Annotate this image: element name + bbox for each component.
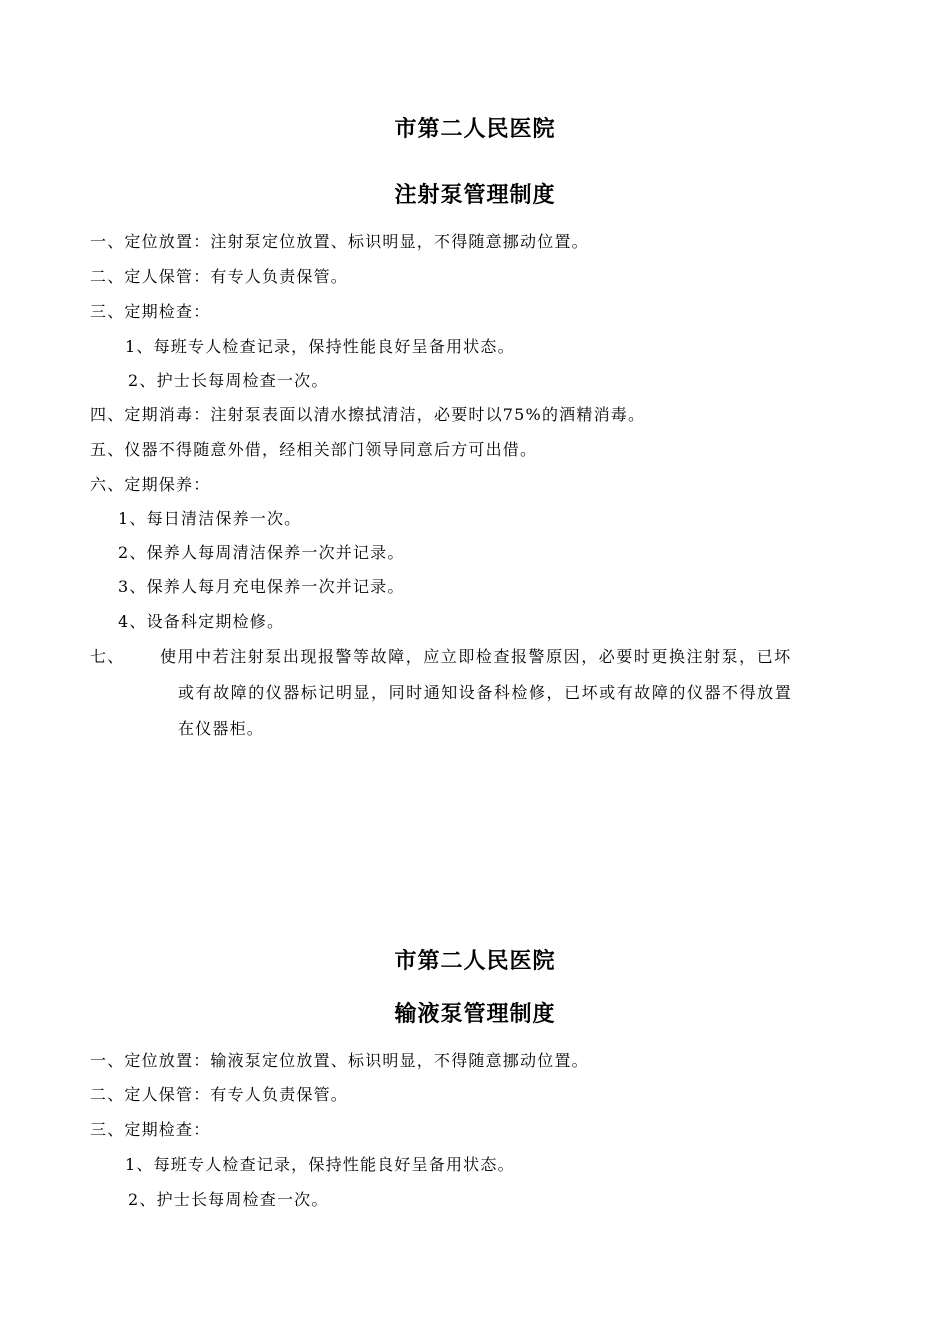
- rule-subitem-6-3: 3、保养人每月充电保养一次并记录。: [118, 577, 405, 596]
- rule-item-7-number: 七、: [90, 647, 125, 666]
- rule2-item-3: 三、定期检查：: [90, 1120, 211, 1139]
- rule2-subitem-3-1: 1、每班专人检查记录，保持性能良好呈备用状态。: [125, 1155, 515, 1174]
- rule-subitem-6-4: 4、设备科定期检修。: [118, 612, 285, 631]
- hospital-title: 市第二人民医院: [394, 117, 556, 142]
- rule-item-7-line-2: 或有故障的仪器标记明显，同时通知设备科检修，已坏或有故障的仪器不得放置: [178, 683, 793, 702]
- rule-item-7-line-3: 在仪器柜。: [178, 719, 265, 738]
- rule-item-7-line-1: 使用中若注射泵出现报警等故障，应立即检查报警原因，必要时更换注射泵，已坏: [160, 647, 792, 666]
- rule-item-5: 五、仪器不得随意外借，经相关部门领导同意后方可出借。: [90, 440, 538, 459]
- rule-subitem-3-1: 1、每班专人检查记录，保持性能良好呈备用状态。: [125, 337, 515, 356]
- rule-item-2: 二、定人保管：有专人负责保管。: [90, 267, 349, 286]
- document-title-2: 输液泵管理制度: [394, 1002, 556, 1027]
- rule-item-6: 六、定期保养：: [90, 475, 211, 494]
- rule-subitem-6-2: 2、保养人每周清洁保养一次并记录。: [118, 543, 405, 562]
- rule-item-4: 四、定期消毒：注射泵表面以清水擦拭清洁，必要时以75%的酒精消毒。: [90, 405, 646, 424]
- rule2-item-1: 一、定位放置：输液泵定位放置、标识明显，不得随意挪动位置。: [90, 1051, 589, 1070]
- rule-item-3: 三、定期检查：: [90, 302, 211, 321]
- rule-subitem-3-2: 2、护士长每周检查一次。: [128, 371, 329, 390]
- document-title: 注射泵管理制度: [394, 183, 556, 208]
- rule-item-1: 一、定位放置：注射泵定位放置、标识明显，不得随意挪动位置。: [90, 232, 589, 251]
- rule2-subitem-3-2: 2、护士长每周检查一次。: [128, 1190, 329, 1209]
- rule-subitem-6-1: 1、每日清洁保养一次。: [118, 509, 302, 528]
- rule2-item-2: 二、定人保管：有专人负责保管。: [90, 1085, 349, 1104]
- hospital-title-2: 市第二人民医院: [394, 949, 556, 974]
